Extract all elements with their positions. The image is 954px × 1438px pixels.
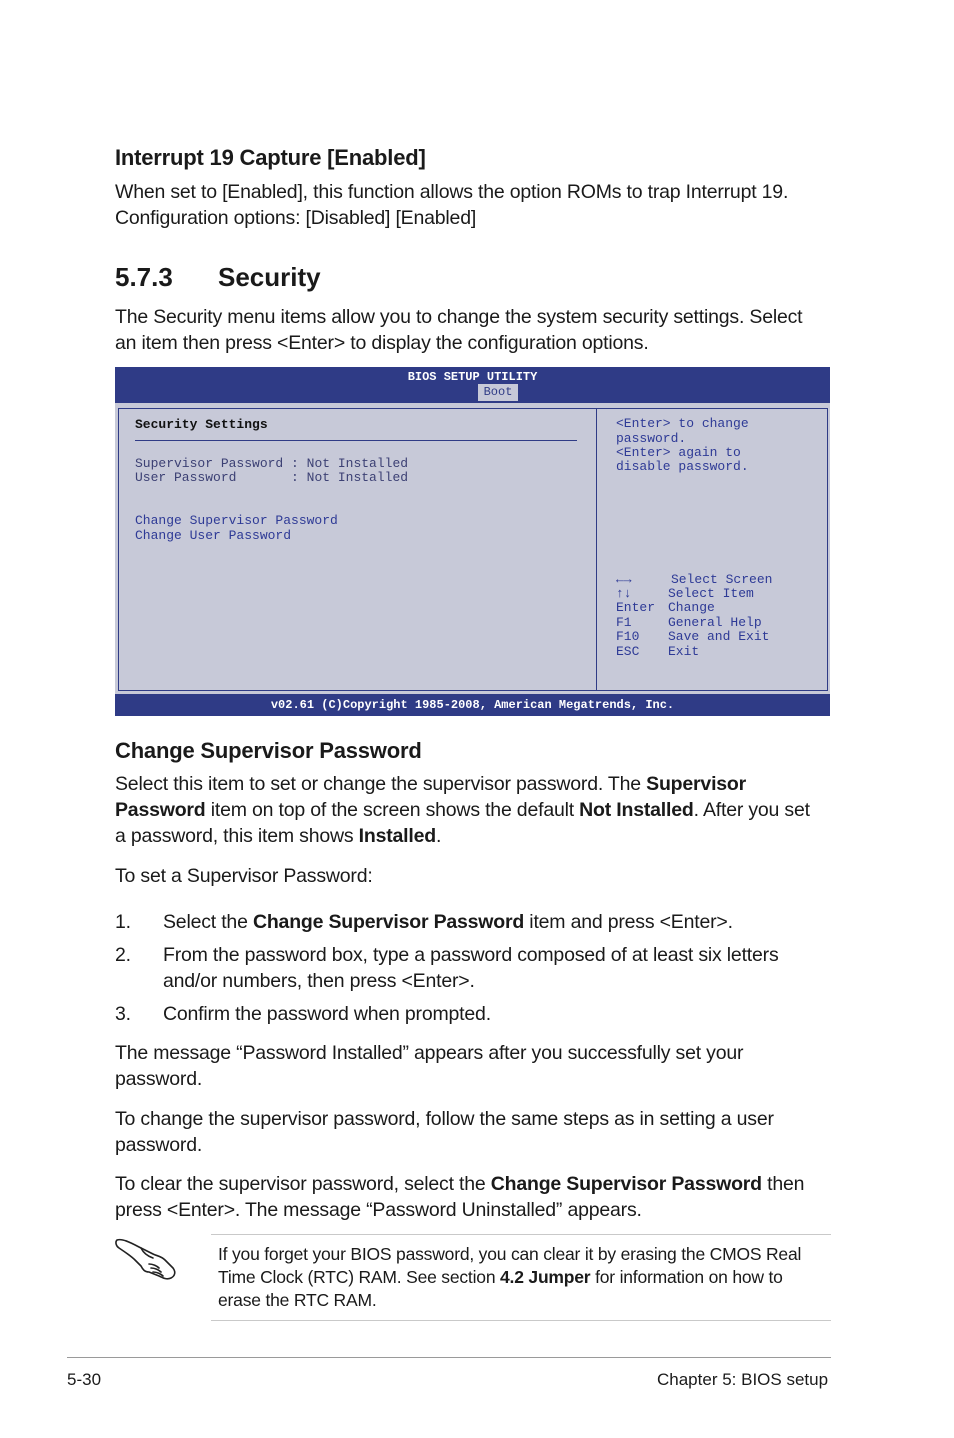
bios-help-line1: <Enter> to change	[616, 416, 749, 431]
bios-item-change-supervisor-password[interactable]: Change Supervisor Password	[135, 513, 338, 528]
csp-clear-line2: press <Enter>. The message “Password Uninstalled” appears.	[115, 1199, 642, 1221]
bios-status-user: User Password : Not Installed	[135, 470, 409, 485]
csp-para1-line3: a password, this item shows Installed.	[115, 825, 442, 847]
hand-pointer-icon	[113, 1234, 179, 1282]
csp-heading: Change Supervisor Password	[115, 738, 422, 763]
bios-key-esc: ESC	[616, 644, 640, 659]
bios-help-line2: password.	[616, 431, 687, 446]
section-intro-line1: The Security menu items allow you to change the system security settings. Select	[115, 306, 803, 328]
bios-copyright-bar: v02.61 (C)Copyright 1985-2008, American Megatrends, Inc.	[115, 694, 830, 716]
csp-para1-line1: Select this item to set or change the supervisor password. The Supervisor	[115, 773, 747, 795]
bios-screen	[115, 367, 830, 716]
step2-line1: From the password box, type a password composed of at least six letters	[163, 944, 779, 966]
note-rule-bottom	[211, 1320, 831, 1321]
csp-change-line1: To change the supervisor password, follow the same steps as in setting a user	[115, 1108, 774, 1130]
bios-key-enter: Enter	[616, 600, 656, 615]
bios-tab-boot[interactable]: Boot	[478, 384, 518, 401]
note-line1: If you forget your BIOS password, you can clear it by erasing the CMOS Real	[218, 1244, 802, 1264]
bios-key-arrows-lr: ←→	[616, 572, 632, 587]
bios-title-bar	[115, 367, 830, 403]
note-rule-top	[211, 1234, 831, 1235]
bios-panel-title: Security Settings	[135, 417, 268, 432]
bios-panel-title-underline	[135, 440, 577, 441]
bios-key-esc-desc: Exit	[668, 644, 700, 659]
csp-para1-line2: Password item on top of the screen shows the default Not Installed. After you set	[115, 799, 810, 821]
step1-number: 1.	[115, 911, 131, 933]
footer-rule	[67, 1357, 831, 1358]
bios-key-arrows-ud-desc: Select Item	[668, 586, 754, 601]
bios-key-f10-desc: Save and Exit	[668, 629, 770, 644]
interrupt-desc-line2: Configuration options: [Disabled] [Enabled]	[115, 207, 477, 229]
step3-text: Confirm the password when prompted.	[163, 1003, 491, 1025]
csp-to-set: To set a Supervisor Password:	[115, 865, 373, 887]
footer-page-number: 5-30	[67, 1370, 102, 1389]
csp-clear-line1: To clear the supervisor password, select the Change Supervisor Password then	[115, 1173, 805, 1195]
bios-help-line4: disable password.	[616, 459, 749, 474]
step1-text: Select the Change Supervisor Password item and press <Enter>.	[163, 911, 733, 933]
bios-help-line3: <Enter> again to	[616, 445, 741, 460]
bios-key-enter-desc: Change	[668, 600, 715, 615]
bios-frame	[118, 408, 828, 691]
step2-line2: and/or numbers, then press <Enter>.	[163, 970, 475, 992]
section-number: 5.7.3	[115, 262, 173, 292]
interrupt-heading: Interrupt 19 Capture [Enabled]	[115, 145, 426, 170]
note-line3: erase the RTC RAM.	[218, 1290, 377, 1310]
bios-panel-divider	[596, 409, 597, 690]
csp-msg-line1: The message “Password Installed” appears after you successfully set your	[115, 1042, 744, 1064]
note-line2: Time Clock (RTC) RAM. See section 4.2 Jumper for information on how to	[218, 1267, 783, 1287]
footer-chapter: Chapter 5: BIOS setup	[657, 1370, 829, 1389]
csp-change-line2: password.	[115, 1134, 203, 1156]
csp-msg-line2: password.	[115, 1068, 203, 1090]
bios-key-f1: F1	[616, 615, 632, 630]
step2-number: 2.	[115, 944, 131, 966]
section-intro-line2: an item then press <Enter> to display the configuration options.	[115, 332, 649, 354]
bios-status-supervisor: Supervisor Password : Not Installed	[135, 456, 409, 471]
bios-key-f10: F10	[616, 629, 640, 644]
bios-key-f1-desc: General Help	[668, 615, 762, 630]
section-title: Security	[218, 262, 321, 292]
bios-key-arrows-lr-desc: Select Screen	[671, 572, 773, 587]
bios-key-arrows-ud: ↑↓	[616, 586, 632, 601]
interrupt-desc-line1: When set to [Enabled], this function allows the option ROMs to trap Interrupt 19.	[115, 181, 789, 203]
step3-number: 3.	[115, 1003, 131, 1025]
bios-item-change-user-password[interactable]: Change User Password	[135, 528, 292, 543]
bios-title: BIOS SETUP UTILITY	[407, 370, 538, 384]
